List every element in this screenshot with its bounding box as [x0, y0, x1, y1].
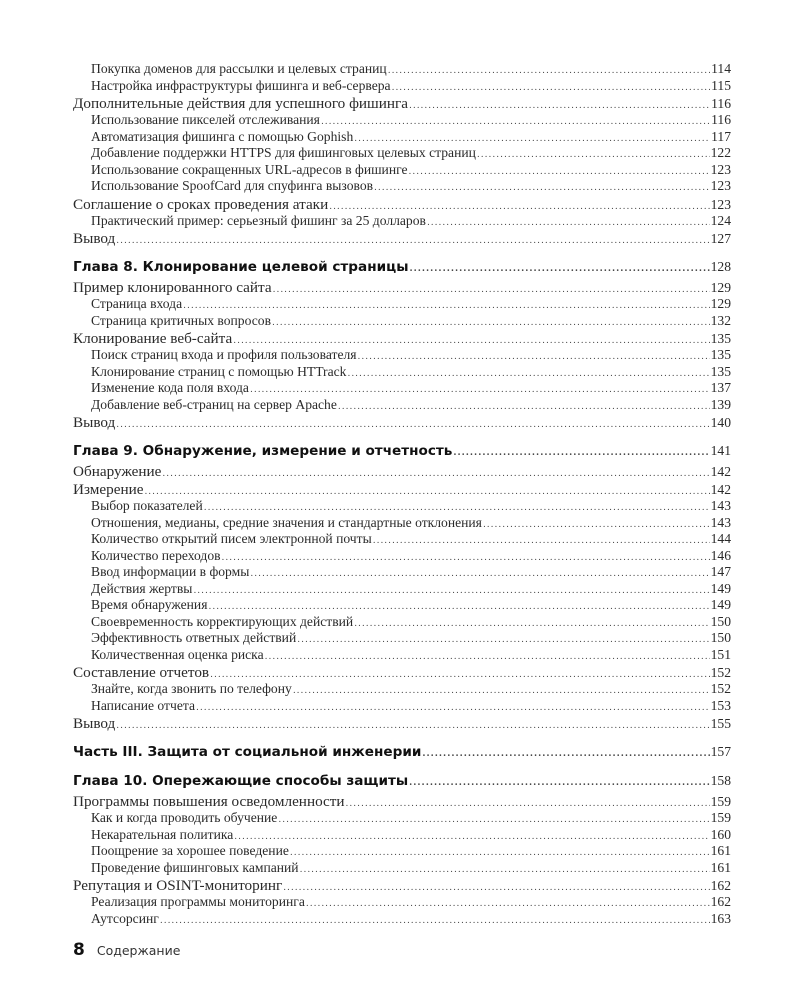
entry-title: Добавление веб-страниц на сервер Apache	[91, 396, 337, 412]
entry-page-number: 116	[711, 96, 731, 111]
dot-leader	[283, 880, 709, 897]
entry-title: Настройка инфраструктуры фишинга и веб-сервера	[91, 77, 391, 93]
entry-page-number: 137	[710, 380, 731, 395]
toc-subsection-entry[interactable]	[73, 162, 731, 179]
entry-title: Составление отчетов	[73, 664, 210, 681]
entry-title: Реализация программы мониторинга	[91, 894, 305, 909]
entry-title: Использование пикселей отслеживания	[91, 112, 320, 127]
dot-leader	[422, 745, 709, 763]
entry-title: Выбор показателей	[91, 498, 203, 513]
entry-page-number: 140	[710, 415, 731, 430]
entry-page-number: 142	[710, 482, 731, 497]
dot-leader	[144, 484, 709, 501]
entry-page-number: 123	[710, 196, 731, 212]
entry-page-number: 152	[710, 681, 731, 696]
toc-subsection-entry[interactable]	[73, 364, 731, 381]
toc-chapter-entry[interactable]	[73, 258, 731, 276]
dot-leader	[321, 114, 710, 131]
toc-chapter-entry[interactable]	[73, 743, 731, 761]
dot-leader	[388, 63, 710, 80]
entry-page-number: 123	[710, 161, 731, 177]
entry-page-number: 146	[710, 547, 731, 563]
entry-page-number: 163	[710, 910, 731, 926]
entry-page-number: 150	[710, 630, 731, 645]
entry-title: Поиск страниц входа и профиля пользователя	[91, 347, 357, 362]
toc-subsection-entry[interactable]	[73, 296, 731, 313]
entry-page-number: 139	[710, 396, 731, 412]
entry-page-number: 161	[710, 843, 731, 858]
entry-title: Действия жертвы	[91, 580, 193, 596]
toc-subsection-entry[interactable]	[73, 213, 731, 230]
toc-section-entry[interactable]	[73, 481, 731, 498]
entry-title: Страница входа	[91, 296, 183, 311]
toc-subsection-entry[interactable]	[73, 145, 731, 162]
entry-page-number: 161	[710, 859, 731, 875]
toc-section-entry[interactable]	[73, 330, 731, 347]
toc-section-entry[interactable]	[73, 414, 731, 431]
entry-page-number: 143	[710, 514, 731, 530]
entry-title: Количественная оценка риска	[91, 646, 264, 662]
dot-leader	[347, 366, 709, 383]
entry-title: Аутсорсинг	[91, 910, 159, 926]
toc-subsection-entry[interactable]	[73, 564, 731, 581]
toc-section-entry[interactable]	[73, 196, 731, 213]
dot-leader	[116, 417, 709, 434]
running-header-title: Содержание	[96, 943, 181, 958]
entry-page-number: 160	[710, 826, 731, 842]
entry-title: Поощрение за хорошее поведение	[91, 843, 289, 858]
entry-title: Некарательная политика	[91, 826, 234, 842]
entry-page-number: 147	[710, 564, 731, 579]
toc-subsection-entry[interactable]	[73, 630, 731, 647]
entry-page-number: 127	[710, 231, 731, 246]
entry-page-number: 132	[710, 312, 731, 328]
dot-leader	[338, 399, 710, 416]
dot-leader	[250, 566, 709, 583]
entry-page-number: 159	[710, 794, 731, 809]
entry-page-number: 129	[710, 296, 731, 311]
entry-page-number: 162	[710, 894, 731, 909]
entry-title: Глава 8. Клонирование целевой страницы	[73, 259, 409, 275]
entry-title: Соглашение о сроках проведения атаки	[73, 195, 329, 213]
entry-title: Обнаружение	[73, 463, 162, 480]
dot-leader	[265, 649, 710, 666]
entry-page-number: 153	[710, 697, 731, 713]
entry-title: Изменение кода поля входа	[91, 380, 249, 395]
entry-page-number: 149	[710, 580, 731, 596]
entry-page-number: 114	[711, 61, 731, 76]
toc-subsection-entry[interactable]	[73, 647, 731, 664]
toc-section-entry[interactable]	[73, 715, 731, 732]
dot-leader	[358, 349, 710, 366]
entry-title: Вывод	[73, 230, 116, 247]
toc-subsection-entry[interactable]	[73, 313, 731, 330]
dot-leader	[273, 282, 710, 299]
dot-leader	[392, 80, 711, 97]
dot-leader	[293, 683, 710, 700]
entry-title: Количество переходов	[91, 547, 221, 563]
dot-leader	[196, 700, 710, 717]
toc-subsection-entry[interactable]	[73, 894, 731, 911]
dot-leader	[453, 444, 709, 462]
entry-title: Проведение фишинговых кампаний	[91, 859, 299, 875]
toc-section-entry[interactable]	[73, 230, 731, 247]
entry-title: Написание отчета	[91, 697, 196, 713]
toc-subsection-entry[interactable]	[73, 61, 731, 78]
entry-title: Добавление поддержки HTTPS для фишинговых целевых страниц	[91, 145, 476, 160]
entry-page-number: 115	[711, 77, 731, 93]
toc-subsection-entry[interactable]	[73, 581, 731, 598]
dot-leader	[427, 215, 710, 232]
dot-leader	[162, 466, 709, 483]
entry-page-number: 135	[710, 331, 731, 346]
toc-subsection-entry[interactable]	[73, 614, 731, 631]
toc-section-entry[interactable]	[73, 793, 731, 810]
entry-page-number: 141	[710, 443, 731, 458]
dot-leader	[483, 517, 710, 534]
dot-leader	[354, 616, 709, 633]
dot-leader	[290, 845, 710, 862]
entry-title: Количество открытий писем электронной почты	[91, 531, 372, 546]
dot-leader	[297, 632, 709, 649]
entry-title: Клонирование страниц с помощью HTTrack	[91, 363, 347, 379]
entry-page-number: 124	[710, 212, 731, 228]
dot-leader	[409, 164, 710, 181]
entry-title: Программы повышения осведомленности	[73, 793, 345, 810]
entry-title: Репутация и OSINT-мониторинг	[73, 877, 283, 894]
entry-page-number: 123	[710, 178, 731, 193]
page-footer	[73, 940, 180, 960]
toc-subsection-entry[interactable]	[73, 78, 731, 95]
entry-title: Страница критичных вопросов	[91, 312, 271, 328]
toc-subsection-entry[interactable]	[73, 827, 731, 844]
toc-subsection-entry[interactable]	[73, 498, 731, 515]
entry-page-number: 142	[710, 464, 731, 479]
toc-subsection-entry[interactable]	[73, 380, 731, 397]
entry-title: Автоматизация фишинга с помощью Gophish	[91, 128, 354, 144]
toc-subsection-entry[interactable]	[73, 843, 731, 860]
entry-page-number: 152	[710, 665, 731, 680]
entry-page-number: 143	[710, 498, 731, 513]
table-of-contents	[73, 61, 731, 927]
toc-subsection-entry[interactable]	[73, 531, 731, 548]
toc-section-entry[interactable]	[73, 664, 731, 681]
entry-title: Дополнительные действия для успешного фишинга	[73, 95, 408, 112]
toc-subsection-entry[interactable]	[73, 112, 731, 129]
dot-leader	[409, 774, 709, 792]
toc-chapter-entry[interactable]	[73, 772, 731, 790]
entry-page-number: 117	[711, 128, 731, 144]
entry-title: Как и когда проводить обучение	[91, 810, 278, 825]
dot-leader	[222, 550, 710, 567]
dot-leader	[373, 533, 710, 550]
entry-title: Своевременность корректирующих действий	[91, 613, 354, 629]
entry-title: Ввод информации в формы	[91, 564, 250, 579]
toc-subsection-entry[interactable]	[73, 860, 731, 877]
dot-leader	[409, 98, 710, 115]
toc-subsection-entry[interactable]	[73, 597, 731, 614]
toc-subsection-entry[interactable]	[73, 178, 731, 195]
dot-leader	[374, 180, 710, 197]
dot-leader	[234, 829, 709, 846]
entry-page-number: 128	[710, 259, 731, 274]
dot-leader	[160, 913, 710, 930]
toc-section-entry[interactable]	[73, 95, 731, 112]
toc-subsection-entry[interactable]	[73, 698, 731, 715]
toc-subsection-entry[interactable]	[73, 810, 731, 827]
entry-title: Время обнаружения	[91, 597, 208, 612]
dot-leader	[410, 260, 710, 278]
entry-page-number: 135	[710, 363, 731, 379]
entry-title: Практический пример: серьезный фишинг за 25 долларов	[91, 212, 426, 228]
entry-page-number: 144	[710, 531, 731, 546]
entry-page-number: 135	[710, 347, 731, 362]
toc-subsection-entry[interactable]	[73, 548, 731, 565]
toc-subsection-entry[interactable]	[73, 347, 731, 364]
entry-title: Измерение	[73, 481, 144, 498]
entry-title: Пример клонированного сайта	[73, 279, 272, 296]
toc-section-entry[interactable]	[73, 463, 731, 480]
dot-leader	[346, 796, 710, 813]
entry-title: Глава 10. Опережающие способы защиты	[73, 773, 409, 789]
toc-section-entry[interactable]	[73, 877, 731, 894]
dot-leader	[193, 583, 709, 600]
dot-leader	[272, 315, 710, 332]
dot-leader	[477, 147, 710, 164]
toc-subsection-entry[interactable]	[73, 397, 731, 414]
dot-leader	[278, 812, 709, 829]
toc-chapter-entry[interactable]	[73, 442, 731, 460]
dot-leader	[306, 896, 710, 913]
entry-page-number: 116	[711, 112, 731, 127]
entry-page-number: 158	[710, 773, 731, 788]
toc-subsection-entry[interactable]	[73, 911, 731, 928]
dot-leader	[116, 718, 709, 735]
toc-section-entry[interactable]	[73, 279, 731, 296]
page-number: 8	[73, 940, 85, 960]
entry-page-number: 162	[710, 878, 731, 893]
entry-page-number: 150	[710, 613, 731, 629]
entry-title: Вывод	[73, 715, 116, 732]
entry-title: Покупка доменов для рассылки и целевых страниц	[91, 61, 387, 76]
entry-title: Глава 9. Обнаружение, измерение и отчетность	[73, 443, 453, 459]
entry-title: Часть III. Защита от социальной инженерии	[73, 744, 422, 760]
entry-page-number: 159	[710, 810, 731, 825]
entry-title: Знайте, когда звонить по телефону	[91, 681, 292, 696]
entry-page-number: 151	[710, 646, 731, 662]
entry-title: Эффективность ответных действий	[91, 630, 297, 645]
toc-subsection-entry[interactable]	[73, 129, 731, 146]
entry-page-number: 155	[710, 716, 731, 731]
entry-page-number: 122	[710, 145, 731, 160]
entry-page-number: 157	[710, 744, 731, 759]
dot-leader	[116, 233, 709, 250]
entry-page-number: 129	[710, 280, 731, 295]
toc-subsection-entry[interactable]	[73, 681, 731, 698]
entry-title: Использование сокращенных URL-адресов в фишинге	[91, 161, 408, 177]
entry-title: Вывод	[73, 414, 116, 431]
entry-page-number: 149	[710, 597, 731, 612]
toc-subsection-entry[interactable]	[73, 515, 731, 532]
dot-leader	[300, 862, 710, 879]
entry-title: Использование SpoofCard для спуфинга вызовов	[91, 178, 374, 193]
entry-title: Отношения, медианы, средние значения и стандартные отклонения	[91, 514, 482, 530]
entry-title: Клонирование веб-сайта	[73, 330, 233, 347]
